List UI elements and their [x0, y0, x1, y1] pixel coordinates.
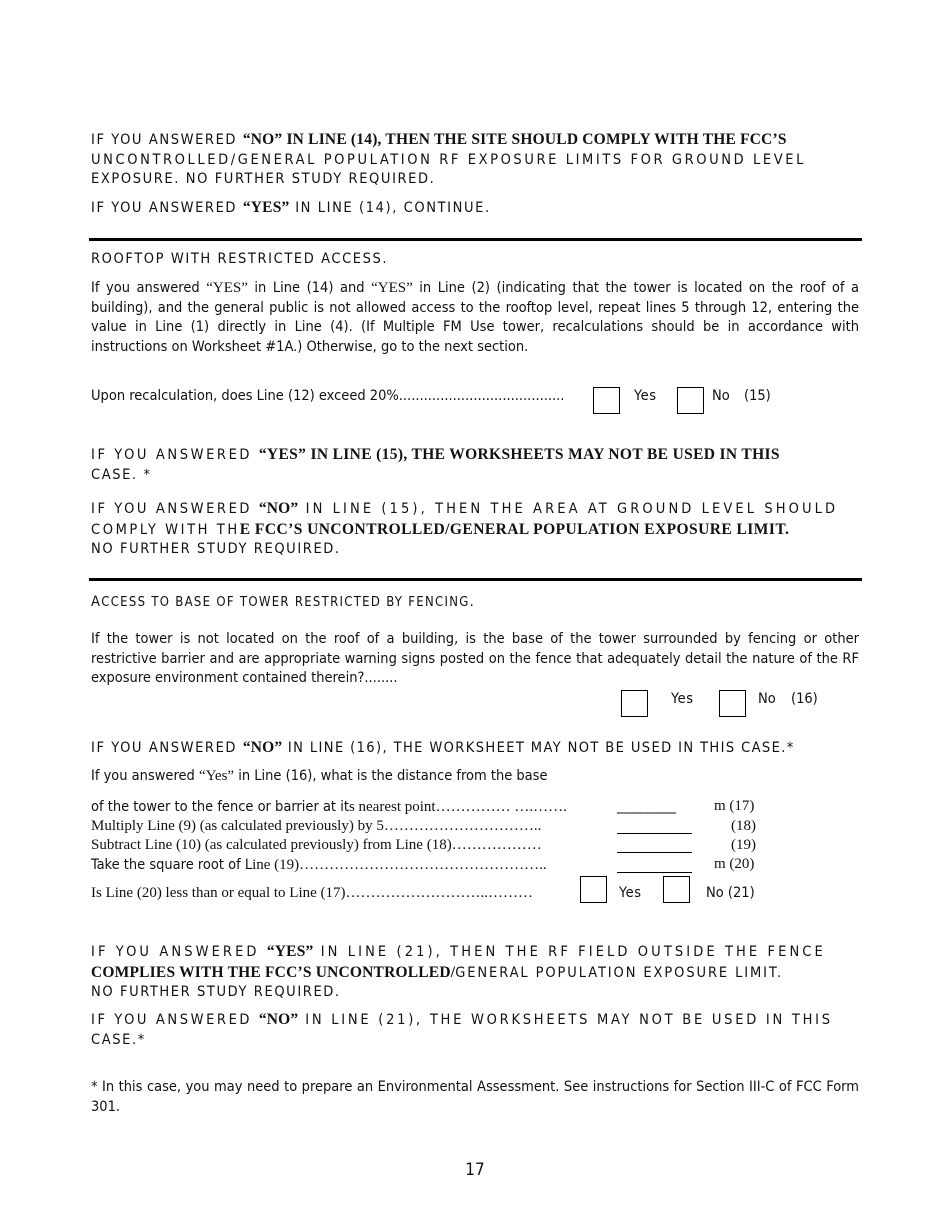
text: IF YOU ANSWERED — [91, 1012, 259, 1028]
blank-line-17: _________ — [617, 798, 677, 814]
divider — [89, 578, 862, 581]
text: “NO” — [242, 739, 283, 756]
text: NO FURTHER STUDY REQUIRED. — [91, 541, 341, 557]
section-heading-rooftop: ROOFTOP WITH RESTRICTED ACCESS. — [91, 251, 389, 267]
unit-18: (18) — [731, 818, 756, 834]
yes-label: Yes — [634, 388, 657, 404]
text: “YES” IN LINE (15), THE WORKSHEETS MAY NOT BE USED IN THIS — [258, 446, 780, 463]
unit-20: m (20) — [714, 856, 755, 872]
text: “Yes” — [198, 768, 235, 784]
text: CCESS TO BASE OF TOWER RESTRICTED BY FENCING — [101, 595, 470, 610]
yes-checkbox-21[interactable] — [580, 876, 607, 903]
rooftop-paragraph — [91, 279, 859, 357]
blank-line-20[interactable] — [617, 872, 692, 873]
page-number: 17 — [465, 1160, 485, 1180]
calc-row-18: Multiply Line (9) (as calculated previously) by 5………………………….. — [91, 818, 542, 834]
text: IF YOU ANSWERED — [91, 944, 267, 960]
no-label: No (21) — [706, 885, 755, 901]
blank-line-18[interactable] — [617, 833, 692, 834]
text: IN LINE (21), THEN THE RF FIELD OUTSIDE THE FENCE — [313, 944, 826, 960]
text: “NO” — [258, 1011, 299, 1028]
text: NO FURTHER STUDY REQUIRED. — [91, 984, 341, 1000]
no-checkbox-15[interactable] — [677, 387, 704, 414]
text: s nearest point…………… ….……. — [348, 799, 567, 815]
footnote: * In this case, you may need to prepare an Environmental Assessment. See instructions for Section III-C of FCC Form 301. — [91, 1079, 859, 1115]
yes-label: Yes — [671, 691, 694, 707]
text: A — [91, 594, 102, 610]
yes-label: Yes — [619, 885, 642, 901]
text: EXPOSURE. NO FURTHER STUDY REQUIRED. — [91, 171, 436, 187]
block-no-line14 — [91, 130, 859, 190]
no-label: No — [712, 388, 730, 404]
text: in Line (2) (indicating that the tower is located on the roof of a building), and the general public is not allowed access to the rooftop level, repeat lines 5 through 12, entering the value in Line (1) directly in Line (4). (If Multiple FM Use tower, recalculations should be in accordance with instructions on Worksheet #1A.) Otherwise, go to the next section. — [91, 280, 859, 355]
line-number-16: (16) — [791, 691, 818, 707]
text: IF YOU ANSWERED — [91, 501, 259, 517]
text: CASE.* — [91, 1031, 146, 1048]
no-checkbox-21[interactable] — [663, 876, 690, 903]
no-checkbox-16[interactable] — [719, 690, 746, 717]
text: If you answered — [91, 768, 199, 784]
text: CASE. * — [91, 466, 152, 483]
text: “NO” — [258, 500, 299, 517]
text: IF YOU ANSWERED — [91, 740, 243, 756]
block-yes-line21 — [91, 942, 859, 1003]
no-label: No — [758, 691, 776, 707]
text: “NO” IN LINE (14), THEN THE SITE SHOULD COMPLY WITH THE FCC’S — [242, 131, 787, 148]
block-no-line15 — [91, 499, 859, 560]
calc-row-20 — [91, 855, 547, 874]
text: E FCC’S UNCONTROLLED/GENERAL POPULATION EXPOSURE LIMIT. — [239, 520, 790, 538]
blank-line-19[interactable] — [617, 852, 692, 853]
text: IN LINE (15), THEN THE AREA AT GROUND LEVEL SHOULD — [298, 501, 839, 517]
calc-row-17 — [91, 796, 567, 817]
text: COMPLIES WITH THE FCC’S UNCONTROLLED/ — [91, 963, 456, 981]
divider — [89, 238, 862, 241]
text: COMPLY WITH TH — [91, 521, 240, 538]
text: Take the square root of L — [91, 857, 253, 873]
text: GENERAL POPULATION EXPOSURE LIMIT. — [455, 964, 784, 981]
calc-row-19: Subtract Line (10) (as calculated previously) from Line (18)……………… — [91, 837, 542, 853]
text: IF YOU ANSWERED — [91, 447, 259, 463]
yes-checkbox-15[interactable] — [593, 387, 620, 414]
block-yes-line14 — [91, 198, 491, 219]
text: “YES” — [206, 280, 248, 296]
text: IN LINE (16), THE WORKSHEET MAY NOT BE USED IN THIS CASE.* — [282, 740, 795, 756]
text: IN LINE (14), CONTINUE. — [289, 200, 491, 216]
text: UNCONTROLLED/GENERAL POPULATION RF EXPOSURE LIMITS FOR GROUND LEVEL — [91, 151, 806, 168]
block-no-line16 — [91, 738, 795, 759]
block-no-line21 — [91, 1010, 859, 1050]
text: in Line (14) and — [247, 280, 372, 296]
unit-19: (19) — [731, 837, 756, 853]
text: IN LINE (21), THE WORKSHEETS MAY NOT BE USED IN THIS — [298, 1012, 833, 1028]
text: “YES” — [371, 280, 413, 296]
question-line15: Upon recalculation, does Line (12) exceed 20%........................................ — [91, 388, 565, 404]
section-heading-fencing — [91, 592, 474, 612]
text: If you answered — [91, 280, 207, 296]
text: “YES” — [242, 199, 290, 216]
text: ine (19)………………………………………….. — [252, 857, 547, 873]
text: “YES” — [266, 943, 314, 960]
yes-checkbox-16[interactable] — [621, 690, 648, 717]
text: of the tower to the fence or barrier at it — [91, 799, 349, 815]
fencing-paragraph: If the tower is not located on the roof of a building, is the base of the tower surrounded by fencing or other restrictive barrier and are appropriate warning signs posted on the fence that adequately detail the nature of the RF exposure environment contained therein?........ — [91, 631, 859, 686]
text: . — [469, 594, 474, 610]
text: IF YOU ANSWERED — [91, 132, 243, 148]
block-yes-line15 — [91, 445, 859, 485]
text: IF YOU ANSWERED — [91, 200, 243, 216]
distance-intro — [91, 767, 548, 786]
line-number-15: (15) — [744, 388, 771, 404]
text: in Line (16), what is the distance from the base — [234, 768, 548, 784]
unit-17: m (17) — [714, 798, 755, 814]
question-line21: Is Line (20) less than or equal to Line (17)………………………..……… — [91, 885, 534, 901]
